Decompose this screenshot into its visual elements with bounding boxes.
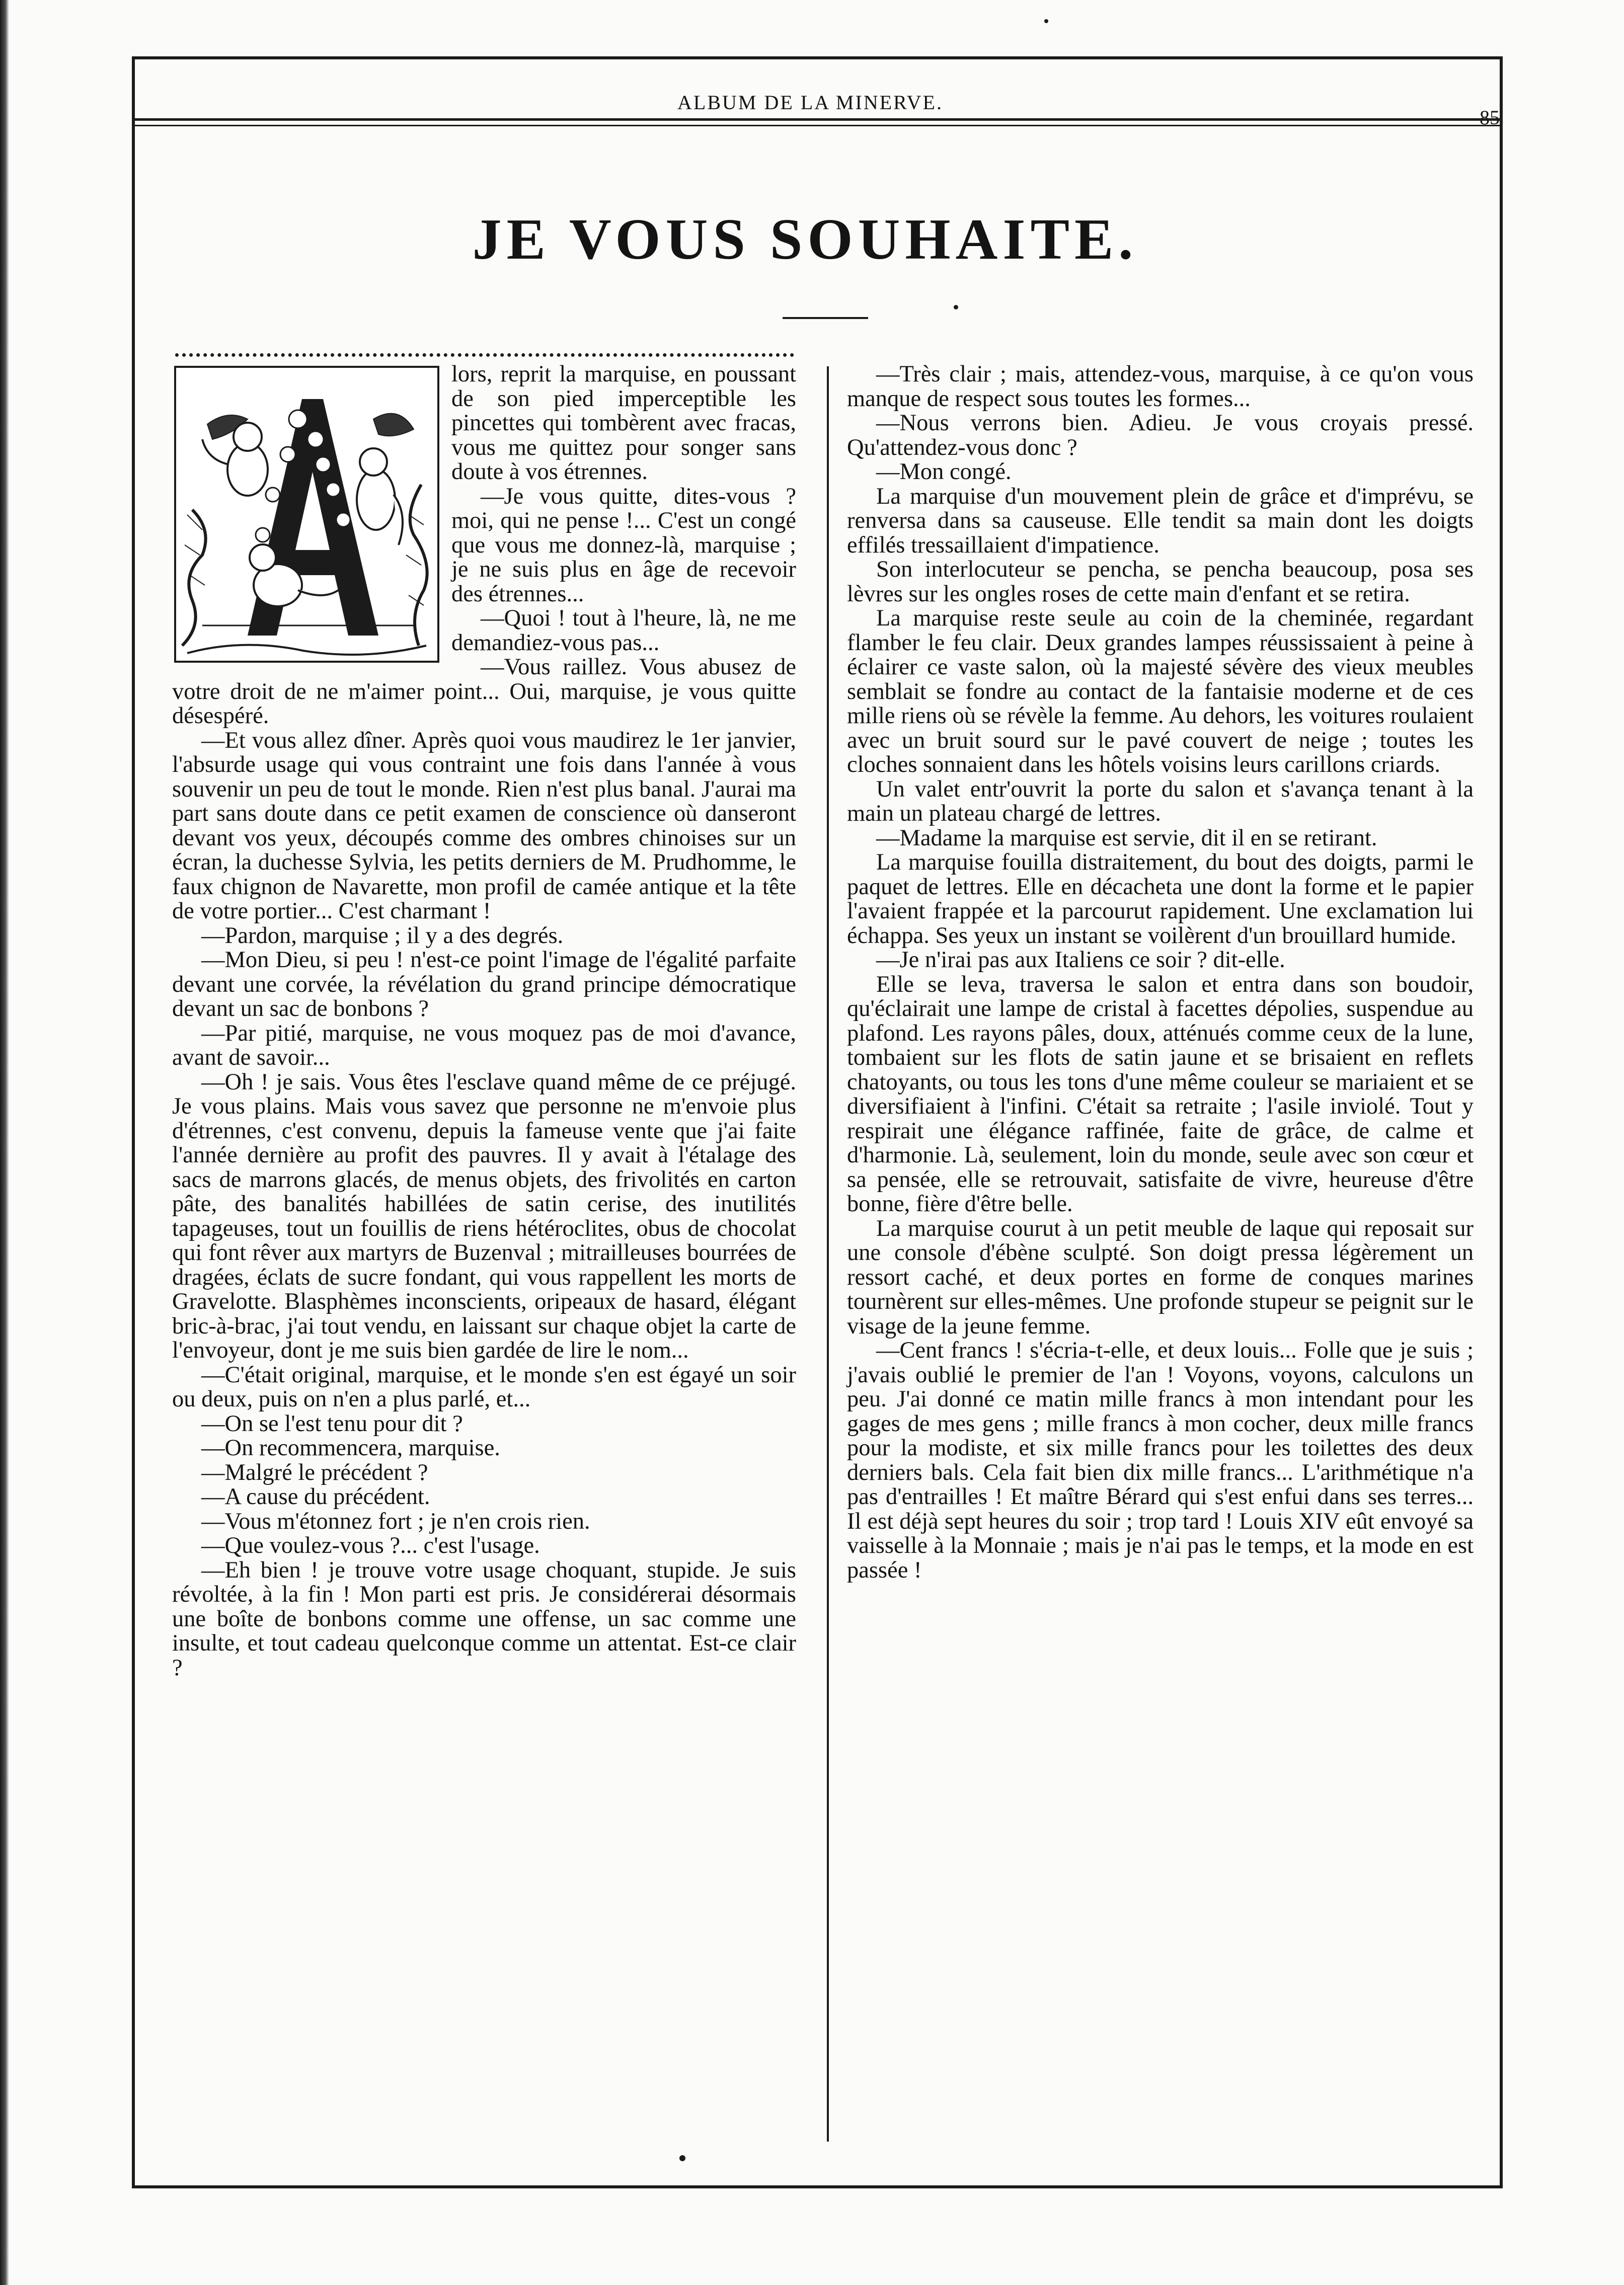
title-rule [783,317,868,319]
title-ornament-dot [954,305,958,309]
paragraph: —Cent francs ! s'écria-t-elle, et deux louis... Folle que je suis ; j'avais oublié le premier de l'an ! Voyons, voyons, calculons un peu. J'ai donné ce matin mille francs à mon intendant pour les gages de mes gens ; mille francs à mon cocher, deux mille francs pour la modiste, et six mille francs pour les toilettes des deux derniers bals. Cela fait bien dix mille francs... L'arithmétique n'a pas d'entrailles ! Et maître Bérard qui s'est enfui dans ses terres... Il est déjà sept heures du soir ; trop tard ! Louis XIV eût envoyé sa vaisselle à la Monnaie ; mais je n'ai pas le temps, et la mode en est passée ! [847,1337,1474,1583]
left-column [172,362,796,1680]
paragraph: —A cause du précédent. [201,1484,430,1510]
paragraph: —C'était original, marquise, et le monde s'en est égayé un soir ou deux, puis on n'en a plus parlé, et... [172,1362,796,1412]
paragraph: —Par pitié, marquise, ne vous moquez pas de moi d'avance, avant de savoir... [172,1020,796,1070]
paragraph: —Quoi ! tout à l'heure, là, ne me demandiez-vous pas... [451,605,796,656]
paragraph: —Je n'irai pas aux Italiens ce soir ? dit-elle. [876,947,1285,973]
paragraph: —Nous verrons bien. Adieu. Je vous croyais pressé. Qu'attendez-vous donc ? [847,410,1474,460]
paragraph: —Très clair ; mais, attendez-vous, marquise, à ce qu'on vous manque de respect sous toutes les formes... [847,361,1474,412]
page-number: 85 [1480,106,1500,129]
paragraph: —Madame la marquise est servie, dit il en se retirant. [876,825,1377,851]
paragraph: lors, reprit la marquise, en poussant de son pied imperceptible les pincettes qui tombèrent avec fracas, vous me quittez pour songer sans doute à vos étrennes. [451,361,796,485]
ink-speck [1044,19,1048,23]
decorated-letter-a-icon [172,364,441,665]
running-head: ALBUM DE LA MINERVE. [677,91,943,114]
paragraph: Elle se leva, traversa le salon et entra dans son boudoir, qu'éclairait une lampe de cristal à facettes dépolies, suspendue au plafond. Les rayons pâles, doux, atténués comme ceux de la lune, tombaient sur les flots de satin jaune et se brisaient en reflets chatoyants, ou tous les tons d'une même couleur se mariaient et se diversifiaient à l'infini. C'était sa retraite ; l'asile inviolé. Tout y respirait une élégance raffinée, faite de grâce, de calme et d'harmonie. Là, seulement, loin du monde, seule avec son cœur et sa pensée, elle se retrouvait, satisfaite de vivre, heureuse d'être bonne, fière d'être belle. [847,971,1474,1217]
paragraph: —Malgré le précédent ? [201,1459,428,1485]
paragraph: La marquise d'un mouvement plein de grâce et d'imprévu, se renversa dans sa causeuse. Elle tendit sa main dont les doigts effilés tressaillaient d'impatience. [847,483,1474,558]
paragraph: —Eh bien ! je trouve votre usage choquant, stupide. Je suis révoltée, à la fin ! Mon parti est pris. Je considérerai désormais une boîte de bonbons comme une offense, un sac comme une insulte, et tout cadeau quelconque comme un attentat. Est-ce clair ? [172,1557,796,1681]
footer-ornament-dot [679,2155,685,2161]
paragraph: Un valet entr'ouvrit la porte du salon et s'avança tenant à la main un plateau chargé de lettres. [847,776,1474,826]
paragraph: Son interlocuteur se pencha, se pencha beaucoup, posa ses lèvres sur les ongles roses de cette main d'enfant et se retira. [847,557,1474,607]
column-divider [827,366,829,2142]
paragraph: —On recommencera, marquise. [201,1435,500,1461]
header-rule [132,118,1503,121]
paragraph: —Que voulez-vous ?... c'est l'usage. [201,1533,540,1558]
paragraph: —Je vous quitte, dites-vous ? moi, qui ne pense !... C'est un congé que vous me donnez-là, marquise ; je ne suis plus en âge de recevoir des étrennes... [451,483,796,607]
paragraph: —Mon Dieu, si peu ! n'est-ce point l'image de l'égalité parfaite devant une corvée, la révélation du grand principe démocratique devant un sac de bonbons ? [172,947,796,1021]
paragraph: La marquise fouilla distraitement, du bout des doigts, parmi le paquet de lettres. Elle en décacheta une dont la forme et le papier l'avaient frappée et la parcourut rapidement. Une exclamation lui échappa. Ses yeux un instant se voilèrent d'un brouillard humide. [847,849,1474,949]
drop-cap-illustration [172,364,441,665]
paragraph: —On se l'est tenu pour dit ? [201,1410,463,1437]
paragraph: —Oh ! je sais. Vous êtes l'esclave quand même de ce préjugé. Je vous plains. Mais vous savez que personne ne m'envoie plus d'étrennes, c'est convenu, depuis la fameuse vente que j'ai faite l'année dernière au profit des pauvres. Il y avait à l'étalage des sacs de marrons glacés, de menus objets, des frivolités en carton pâte, des banalités habillées de satin cerise, des inutilités tapageuses, tout un fouillis de riens hétéroclites, obus de chocolat qui font rêver aux martyrs de Buzenval ; mitrailleuses bourrées de dragées, éclats de sucre fondant, qui vous rappellent les morts de Gravelotte. Blasphèmes inconscients, oripeaux de hasard, élégant bric-à-brac, j'ai tout vendu, en laissant sur chaque objet la carte de l'envoyeur, dont je me suis bien gardée de lire le nom... [172,1069,796,1363]
binding-edge [0,0,9,2285]
paragraph: —Et vous allez dîner. Après quoi vous maudirez le 1er janvier, l'absurde usage qui vous contraint une fois dans l'année à vous souvenir un peu de tout le monde. Rien n'est plus banal. J'aurai ma part sans doute dans ce petit examen de conscience où danseront devant vos yeux, découpés comme des ombres chinoises sur un écran, la duchesse Sylvia, les petits derniers de M. Prudhomme, le faux chignon de Navarette, mon profil de camée antique et la tête de votre portier... C'est charmant ! [172,727,796,924]
paragraph: La marquise courut à un petit meuble de laque qui reposait sur une console d'ébène sculpté. Son doigt pressa légèrement un ressort caché, et deux portes en forme de conques marines tournèrent sur elles-mêmes. Une profonde stupeur se peignit sur le visage de la jeune femme. [847,1215,1474,1339]
paragraph: La marquise reste seule au coin de la cheminée, regardant flamber le feu clair. Deux grandes lampes réussissaient à peine à éclairer ce vaste salon, où la majesté sévère des vieux meubles semblait se fondre au contact de la fantaisie moderne et de ces mille riens où se révèle la femme. Au dehors, les voitures roulaient avec un bruit sourd sur le pavé couvert de neige ; toutes les cloches sonnaient dans les hôtels voisins leurs carillons criards. [847,605,1474,777]
article-title: JE VOUS SOUHAITE. [472,207,1138,272]
paragraph: —Mon congé. [876,459,1012,485]
paragraph: —Pardon, marquise ; il y a des degrés. [201,922,564,949]
right-column [847,362,1474,1583]
paragraph: —Vous raillez. Vous abusez de votre droit de ne m'aimer point... Oui, marquise, je vous quitte désespéré. [172,654,796,729]
dotted-lead-rule [175,353,794,357]
header-rule-thin [132,125,1503,126]
paragraph: —Vous m'étonnez fort ; je n'en crois rien. [201,1508,590,1534]
